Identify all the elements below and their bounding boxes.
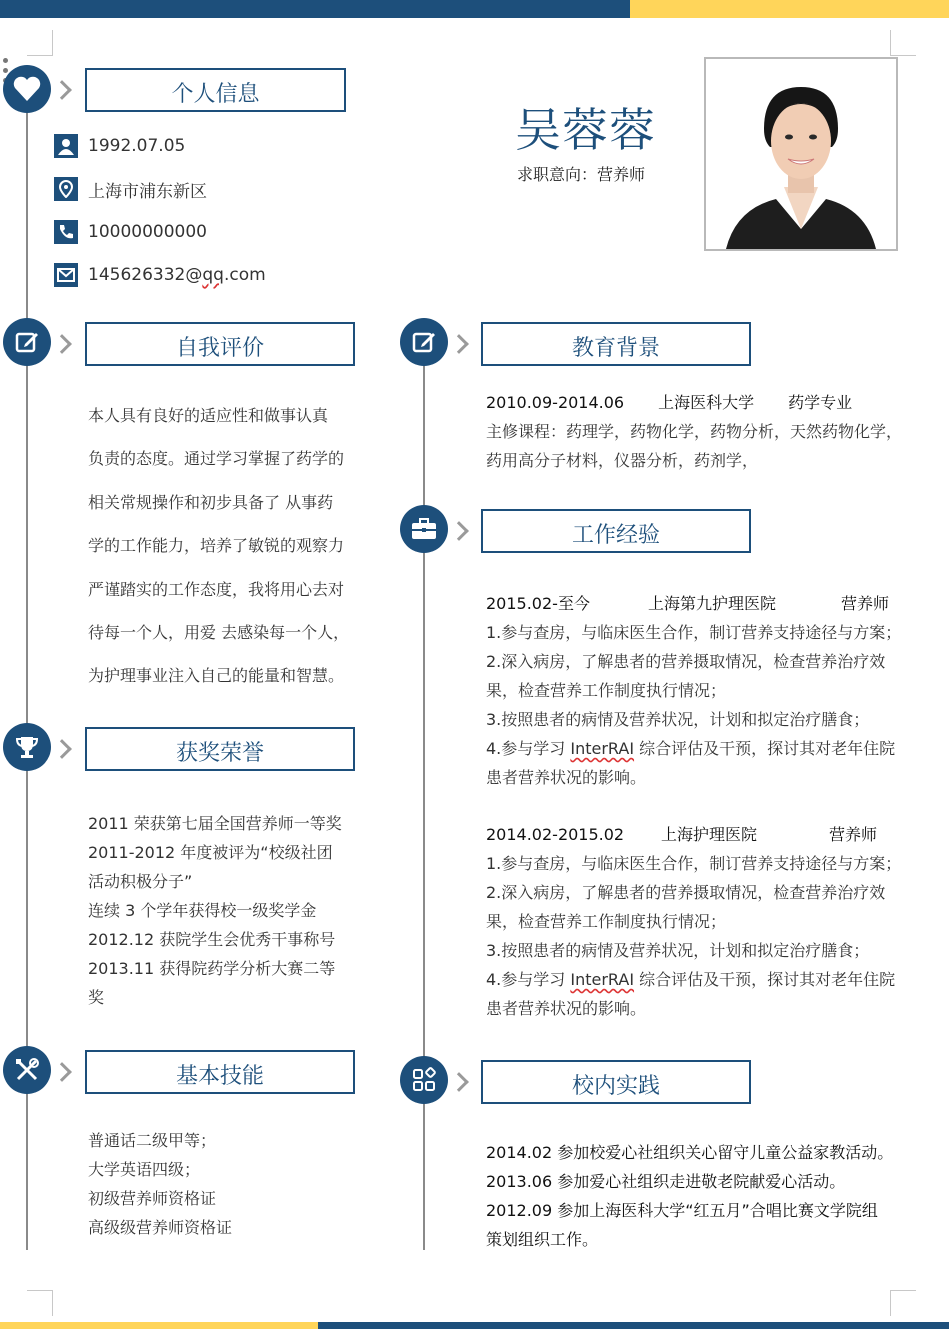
job-objective: 求职意向：营养师 — [517, 165, 646, 184]
tools-icon — [3, 1046, 51, 1094]
chevron-right-icon — [449, 521, 469, 541]
address: 上海市浦东新区 — [88, 181, 207, 202]
edu-major: 药学专业 — [788, 393, 853, 412]
section-title-skills: 基本技能 — [85, 1050, 355, 1094]
info-birth-row — [54, 134, 185, 158]
email[interactable]: 145626332@qq.com — [88, 265, 266, 285]
bottom-bar-blue — [318, 1322, 949, 1329]
work-job-2: 2014.02-2015.02 上海护理医院 营养师 1.参与查房，与临床医生合作，制订营养支持途径与方案； 2.深入病房，了解患者的营养摄取情况，检查营养治疗效 果，检查营养工作制度执行情况； 3.按照患者的病情及营养状况，计划和拟定治疗膳食； 4.参与学习 InterRAI 综合评估及干预，探讨其对老年住院 患者营养状况的影响。 — [486, 825, 902, 1018]
practice-text: 2014.02 参加校爱心社组织关心留守儿童公益家教活动。 2013.06 参加爱心社组织走进敬老院献爱心活动。 2012.09 参加上海医科大学“红五月”合唱比赛文学院组 策划组织工作。 — [486, 1143, 894, 1249]
phone-number: 10000000000 — [88, 222, 207, 242]
section-title-work: 工作经验 — [481, 509, 751, 553]
self-eval-text: 本人具有良好的适应性和做事认真 负责的态度。通过学习掌握了药学的 相关常规操作和初步具备了 从事药 学的工作能力，培养了敏锐的观察力 严谨踏实的工作态度，我将用心去对 待每一个人，用爱 去感染每一个人， 为护理事业注入自己的能量和智慧。 — [88, 406, 350, 686]
edit-icon — [3, 318, 51, 366]
section-title-personal: 个人信息 — [85, 68, 346, 112]
top-bar-blue — [0, 0, 630, 18]
education-text: 2010.09-2014.06 上海医科大学 药学专业 主修课程：药理学，药物化学，药物分析，天然药物化学， 药用高分子材料，仪器分析，药剂学， — [486, 393, 903, 470]
section-title-self-eval: 自我评价 — [85, 322, 355, 366]
corner-mark-br — [890, 1290, 916, 1316]
profile-photo — [704, 57, 898, 251]
briefcase-icon — [400, 505, 448, 553]
chevron-right-icon — [52, 80, 72, 100]
awards-text: 2011 荣获第七届全国营养师一等奖 2011-2012 年度被评为“校级社团 活动积极分子” 连续 3 个学年获得校一级奖学金 2012.12 获院学生会优秀干事称号 2013.11 获得院药学分析大赛二等 奖 — [88, 814, 342, 1007]
trophy-icon — [3, 723, 51, 771]
phone-icon — [54, 220, 78, 244]
chevron-right-icon — [449, 334, 469, 354]
person-icon — [54, 134, 78, 158]
location-pin-icon — [54, 177, 78, 201]
birth-date: 1992.07.05 — [88, 136, 186, 156]
corner-mark-tl — [27, 30, 53, 56]
corner-mark-bl — [27, 1290, 53, 1316]
info-email-row — [54, 263, 266, 287]
heart-icon — [3, 65, 51, 113]
section-title-awards: 获奖荣誉 — [85, 727, 355, 771]
corner-mark-tr — [890, 30, 916, 56]
bottom-bar-yellow — [0, 1322, 318, 1329]
info-address-row — [54, 177, 207, 201]
edu-period: 2010.09-2014.06 — [486, 393, 625, 412]
info-phone-row — [54, 220, 207, 244]
section-title-education: 教育背景 — [481, 322, 751, 366]
apps-grid-icon — [400, 1056, 448, 1104]
edu-school: 上海医科大学 — [658, 393, 755, 412]
edit-icon — [400, 318, 448, 366]
mail-icon — [54, 263, 78, 287]
skills-text: 普通话二级甲等； 大学英语四级； 初级营养师资格证 高级级营养师资格证 — [88, 1131, 233, 1237]
chevron-right-icon — [52, 739, 72, 759]
chevron-right-icon — [449, 1072, 469, 1092]
top-bar-yellow — [630, 0, 949, 18]
section-title-practice: 校内实践 — [481, 1060, 751, 1104]
chevron-right-icon — [52, 1062, 72, 1082]
timeline-right — [423, 345, 425, 1250]
candidate-name: 吴蓉蓉 — [515, 103, 656, 157]
work-job-1: 2015.02-至今 上海第九护理医院 营养师 1.参与查房，与临床医生合作，制订营养支持途径与方案； 2.深入病房，了解患者的营养摄取情况，检查营养治疗效 果，检查营养工作制度执行情况； 3.按照患者的病情及营养状况，计划和拟定治疗膳食； 4.参与学习 InterRAI 综合评估及干预，探讨其对老年住院 患者营养状况的影响。 — [486, 594, 902, 787]
chevron-right-icon — [52, 334, 72, 354]
